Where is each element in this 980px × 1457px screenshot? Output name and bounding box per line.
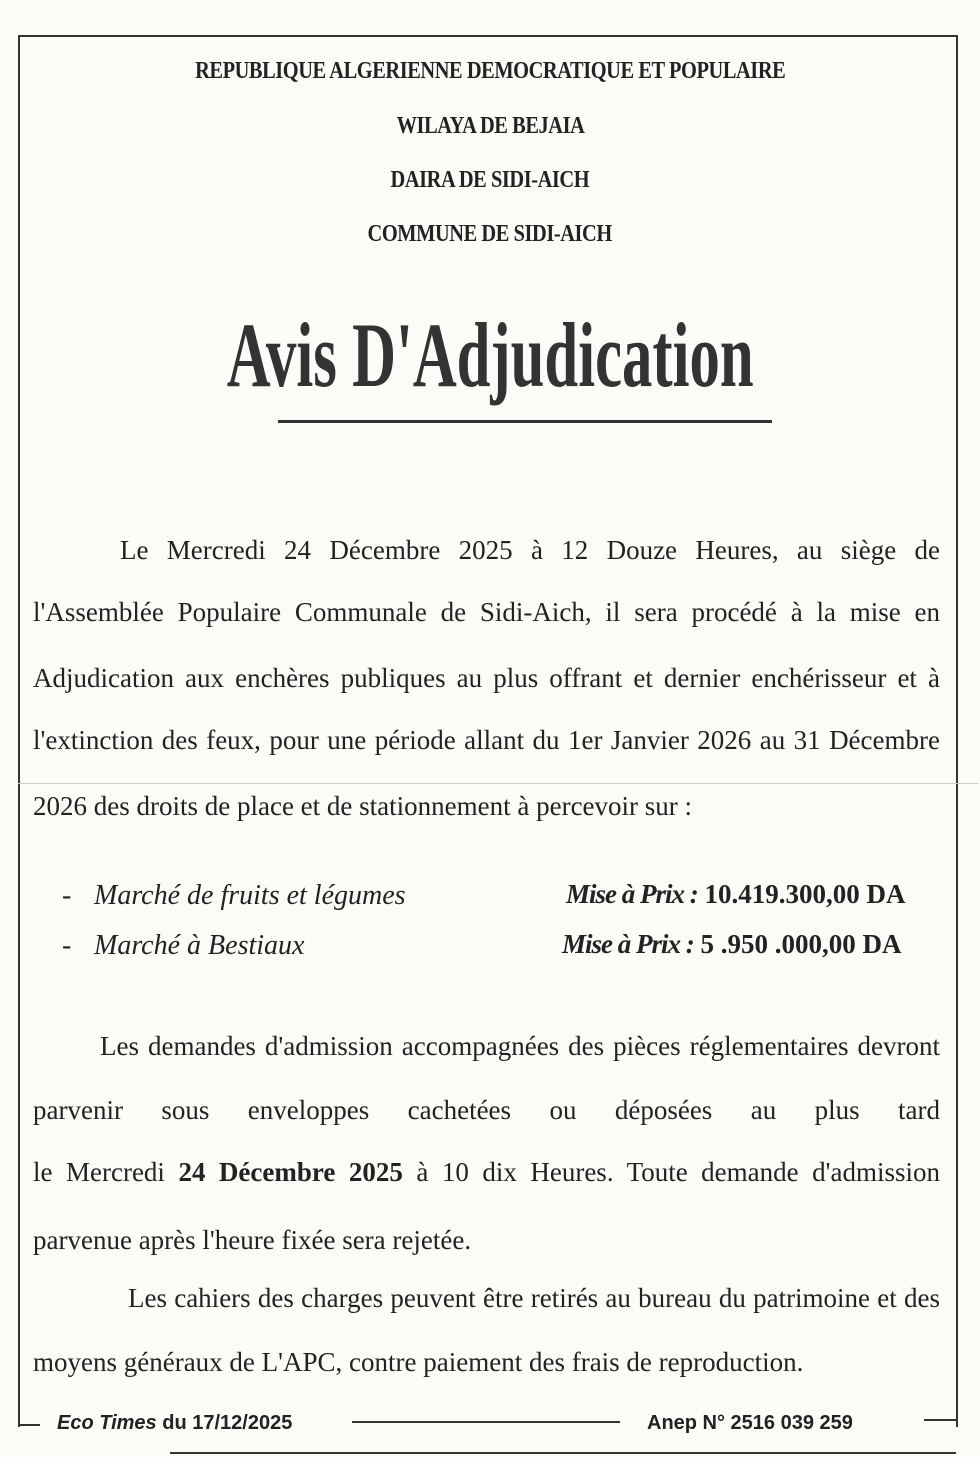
- bottom-rule: [170, 1452, 956, 1454]
- p3-line: Les cahiers des charges peuvent être retirés au bureau du patrimoine et des: [128, 1283, 940, 1313]
- footer-source: [57, 1412, 292, 1435]
- p1-line: l'Assemblée Populaire Communale de Sidi-Aich, il sera procédé à la mise en: [33, 597, 940, 627]
- item-label: Marché à Bestiaux: [94, 930, 305, 961]
- footer-rule: [18, 1424, 40, 1426]
- text: le Mercredi: [33, 1157, 179, 1187]
- item-bullet: -: [62, 930, 72, 961]
- header-text: COMMUNE DE SIDI-AICH: [367, 221, 613, 247]
- fold-line: [18, 783, 978, 784]
- page-title: [0, 302, 980, 408]
- header-text: DAIRA DE SIDI-AICH: [390, 167, 590, 193]
- footer-rule: [924, 1419, 956, 1421]
- header-text: WILAYA DE BEJAIA: [396, 113, 584, 139]
- price-value: 10.419.300,00 DA: [704, 879, 906, 909]
- footer-rule: [352, 1421, 620, 1423]
- p1-line: Adjudication aux enchères publiques au plus offrant et dernier enchérisseur et à: [33, 663, 940, 693]
- item-price: [562, 929, 902, 960]
- item-bullet: -: [62, 880, 72, 911]
- item-price: [566, 879, 906, 910]
- deadline-date: 24 Décembre 2025: [178, 1157, 403, 1187]
- p2-line: parvenir sous enveloppes cachetées ou déposées au plus tard: [33, 1095, 940, 1125]
- header-republic: [0, 58, 980, 85]
- p2-line: Les demandes d'admission accompagnées des pièces réglementaires devront: [100, 1031, 940, 1061]
- p2-line: [33, 1155, 940, 1189]
- p2-line: parvenue après l'heure fixée sera rejetée.: [33, 1225, 472, 1255]
- newspaper-name: Eco Times: [57, 1412, 157, 1434]
- price-label: Mise à Prix :: [562, 929, 694, 959]
- price-label: Mise à Prix :: [566, 879, 698, 909]
- publication-date: du 17/12/2025: [156, 1412, 293, 1434]
- p1-line: Le Mercredi 24 Décembre 2025 à 12 Douze Heures, au siège de: [120, 535, 940, 565]
- item-label: Marché de fruits et légumes: [94, 880, 406, 911]
- header-text: REPUBLIQUE ALGERIENNE DEMOCRATIQUE ET POPULAIRE: [194, 58, 786, 84]
- p1-line: 2026 des droits de place et de stationnement à percevoir sur :: [33, 791, 693, 821]
- footer-anep: Anep N° 2516 039 259: [647, 1412, 853, 1434]
- header-wilaya: [0, 113, 980, 140]
- price-value: 5 .950 .000,00 DA: [700, 929, 902, 959]
- title-underline: [278, 420, 772, 423]
- p1-line: l'extinction des feux, pour une période allant du 1er Janvier 2026 au 31 Décembre: [33, 725, 940, 755]
- title-text: Avis D'Adjudication: [226, 304, 754, 406]
- header-daira: [0, 167, 980, 194]
- header-commune: [0, 221, 980, 248]
- p3-line: moyens généraux de L'APC, contre paiement des frais de reproduction.: [33, 1347, 804, 1377]
- text: à 10 dix Heures. Toute demande d'admission: [402, 1157, 940, 1187]
